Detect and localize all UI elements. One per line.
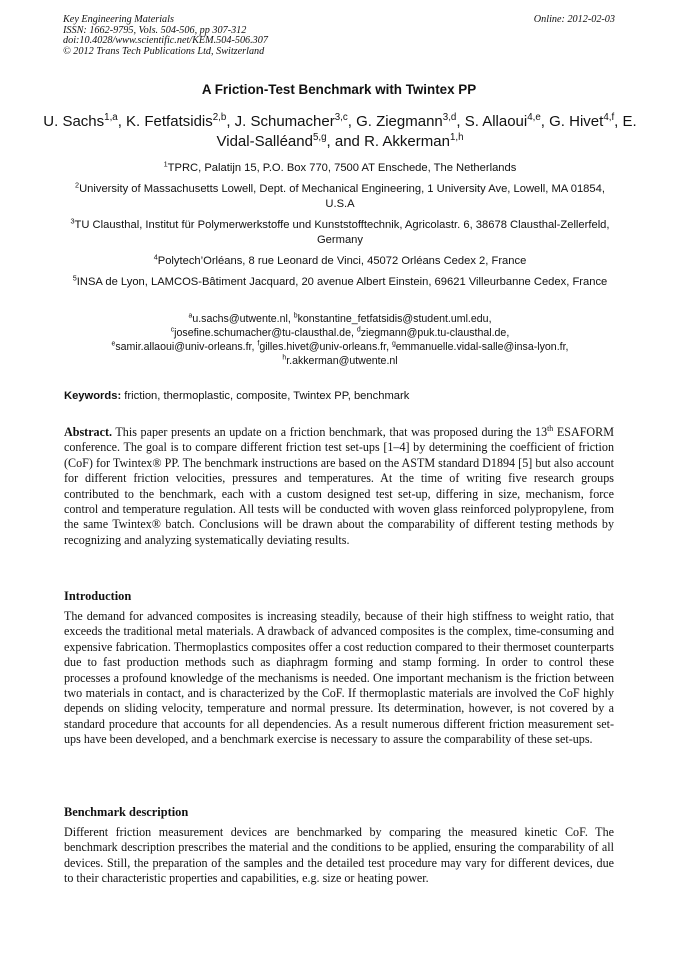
author-list <box>40 112 640 152</box>
author: S. Allaoui$^{4,e}$, <box>464 112 550 130</box>
author: E. Vidal-Salléand$^{5,g}$, and <box>216 113 637 150</box>
keywords-text: friction, thermoplastic, composite, Twintex PP, benchmark <box>121 390 410 402</box>
author: R. Akkerman$^{1,h}$ <box>364 132 464 150</box>
section-heading-introduction: Introduction <box>64 589 132 603</box>
paper-title: A Friction-Test Benchmark with Twintex PP <box>201 82 477 97</box>
email-address[interactable]: $^c$josefine.schumacher@tu-clausthal.de <box>170 326 351 339</box>
email-address[interactable]: $^d$ziegmann@puk.tu-clausthal.de <box>356 326 507 339</box>
abstract-label: Abstract. <box>64 425 113 439</box>
affiliation: $^2$University of Massachusetts Lowell, Dept. of Mechanical Engineering, 1 University Ave, Lowell, MA 01854, U.S.A <box>75 179 605 211</box>
keywords-line <box>64 390 619 402</box>
author: J. Schumacher$^{3,c}$, <box>234 112 357 130</box>
author: K. Fetfatsidis$^{2,b}$, <box>126 112 235 130</box>
section-heading-benchmark: Benchmark description <box>64 805 189 819</box>
email-address[interactable]: $^e$samir.allaoui@univ-orleans.fr <box>111 340 252 353</box>
email-address[interactable]: $^h$r.akkerman@utwente.nl <box>282 354 398 367</box>
issn-line: ISSN: 1662-9795, Vols. 504-506, pp 307-312 <box>63 24 247 36</box>
author: U. Sachs$^{1,a}$, <box>43 112 127 130</box>
email-address[interactable]: $^g$emmanuelle.vidal-salle@insa-lyon.fr <box>391 340 566 353</box>
affiliation-list <box>60 161 620 295</box>
author: G. Hivet$^{4,f}$, <box>549 112 623 130</box>
copyright-line: © 2012 Trans Tech Publications Ltd, Switzerland <box>63 45 265 57</box>
abstract-paragraph: Abstract. This paper presents an update on a friction benchmark, that was proposed during the 13th ESAFORM conference. The goal is to compare different friction test set-ups [1–4] by determining the coefficient of friction (CoF) for Twintex® PP. The benchmark instructions are based on the ASTM standard D1894 [5] but also account for different friction velocities, pressures and temperatures. At the time of writing five research groups contributed to the benchmark, each with a custom designed test set-up, differing in size, mechanism, force control and temperature regulation. All tests will be conducted with woven glass reinforced polypropylene, from the same Twintex® batch. Conclusions will be drawn about the comparability of different testing methods by recognizing and analyzing systematically deviating results. <box>64 423 614 547</box>
email-address[interactable]: $^b$konstantine_fetfatsidis@student.uml.edu <box>293 312 489 325</box>
affiliation: $^3$TU Clausthal, Institut für Polymerwerkstoffe und Kunststofftechnik, Agricolastr. 6, 38678 Clausthal-Zellerfeld, Germany <box>70 216 610 247</box>
keywords-label: Keywords: <box>64 390 122 402</box>
affiliation: $^1$TPRC, Palatijn 15, P.O. Box 770, 7500 AT Enschede, The Netherlands <box>163 159 517 174</box>
email-list: $^a$u.sachs@utwente.nl, $^b$konstantine_fetfatsidis@student.uml.edu, $^c$josefine.schumacher@tu-clausthal.de, $^d$ziegmann@puk.tu-clausthal.de, $^e$samir.allaoui@univ-orleans.fr, $^f$gilles.hivet@univ-orleans.fr, $^g$emmanuelle.vidal-salle@insa-lyon.fr, $^h$r.akkerman@utwente.nl <box>111 312 569 367</box>
email-address[interactable]: $^a$u.sachs@utwente.nl <box>188 312 288 325</box>
benchmark-paragraph: Different friction measurement devices are benchmarked by comparing the measured kinetic CoF. The benchmark description prescribes the material and the conditions to be applied, ensuring the comparability of all devices. Still, the preparation of the samples and the detailed test procedure may vary for different devices, due to their characteristic properties and capabilities, e.g. size or heating power. <box>64 825 614 886</box>
email-address[interactable]: $^f$gilles.hivet@univ-orleans.fr <box>257 340 387 353</box>
affiliation: $^5$INSA de Lyon, LAMCOS-Bâtiment Jacquard, 20 avenue Albert Einstein, 69621 Villeurbanne Cedex, France <box>72 272 608 288</box>
introduction-paragraph: The demand for advanced composites is increasing steadily, because of their high stiffness to weight ratio, that exceeds the traditional metal materials. A drawback of advanced composites is the complex, time-consuming and expensive fabrication. Thermoplastics composites offer a cost reduction compared to their thermoset counterparts due to fast production methods such as diaphragm forming and stamp forming. In order to control these processes a profound knowledge of the mechanisms is needed. One important mechanism is the friction between two materials in contact, and is characterized by the CoF. If thermoplastic materials are involved the CoF highly depends on sliding velocity, temperature and normal pressure. Its determination, however, is not covered by a standard procedure that accounts for all dependencies. As a result numerous different friction measurement set-ups have been developed, and a benchmark exercise is necessary to assure the comparability of these set-ups. <box>64 609 614 747</box>
affiliation: $^4$Polytech’Orléans, 8 rue Leonard de Vinci, 45072 Orléans Cedex 2, France <box>153 252 527 267</box>
doi-line[interactable]: doi:10.4028/www.scientific.net/KEM.504-506.307 <box>63 35 268 47</box>
journal-header <box>63 15 615 57</box>
online-date: Online: 2012-02-03 <box>533 14 615 25</box>
author: G. Ziegmann$^{3,d}$, <box>356 112 465 130</box>
journal-name: Key Engineering Materials <box>63 14 174 25</box>
